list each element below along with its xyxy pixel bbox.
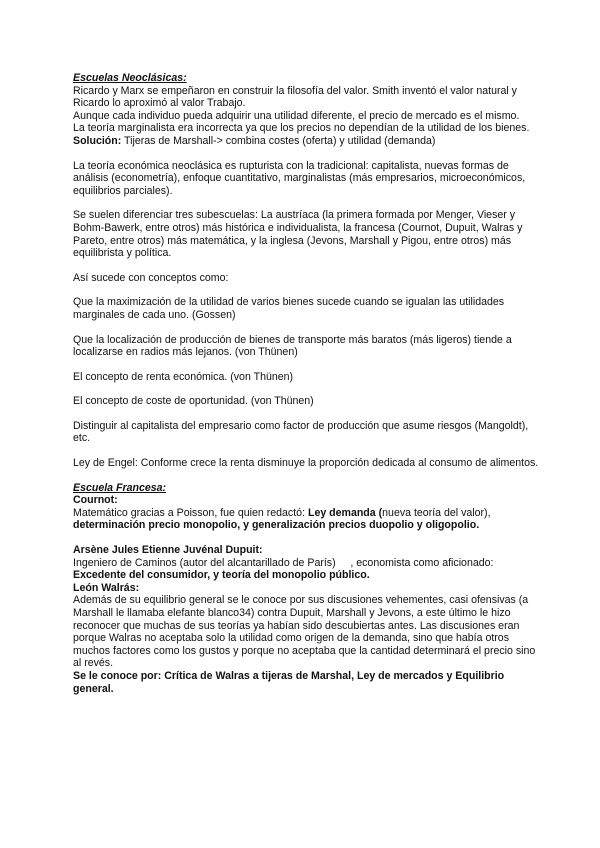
paragraph-text: Tijeras de Marshall-> combina costes (oferta) y utilidad (demanda) bbox=[124, 134, 436, 147]
paragraph-text: , economista como aficionado: bbox=[350, 556, 494, 569]
paragraph: Se suelen diferenciar tres subescuelas: La austríaca (la primera formada por Menger, Vieser y Bohm-Bawerk, entre otros) más histórica e individualista, la francesa (Cournot, Dupuit, Walras y Pareto, entre otros) más matemática, y la inglesa (Jevons, Marshall y Pigou, entre otros) más equilibrista y política. bbox=[73, 209, 523, 260]
paragraph: Aunque cada individuo pueda adquirir una utilidad diferente, el precio de mercado es el mismo. bbox=[73, 109, 520, 122]
paragraph-text: Matemático gracias a Poisson, fue quien redactó: bbox=[73, 506, 306, 519]
paragraph bbox=[73, 122, 540, 147]
paragraph: Así sucede con conceptos como: bbox=[73, 271, 229, 284]
paragraph: La teoría económica neoclásica es rupturista con la tradicional: capitalista, nuevas formas de análisis (econometría), enfoque cuantitativo, marginalistas (más empresarios, microeconómicos, equilibrios parciales). bbox=[73, 159, 526, 197]
bold-contributions: Se le conoce por: Crítica de Walras a tijeras de Marshal, Ley de mercados y Equilibrio general. bbox=[73, 669, 505, 695]
paragraph: Ricardo y Marx se empeñaron en construir la filosofía del valor. Smith inventó el valor natural y Ricardo lo aproximó al valor Trabajo. bbox=[73, 84, 517, 110]
paragraph bbox=[73, 557, 540, 570]
bold-contributions: Excedente del consumidor, y teoría del monopolio público. bbox=[73, 569, 370, 582]
bold-contributions: determinación precio monopolio, y generalización precios duopolio y oligopolio. bbox=[73, 519, 480, 532]
paragraph: Que la localización de producción de bienes de transporte más baratos (más ligeros) tiende a localizarse en radios más lejanos. (von Thünen) bbox=[73, 333, 512, 359]
paragraph-text: Ingeniero de Caminos (autor del alcantarillado de París) bbox=[73, 556, 336, 569]
paragraph-text: La teoría marginalista era incorrecta ya que los precios no dependían de la utilidad de los bienes. bbox=[73, 122, 530, 135]
paragraph: Además de su equilibrio general se le conoce por sus discusiones vehementes, casi ofensivas (a Marshall le llamaba elefante blanco34) contra Dupuit, Marshall y Jevons, a este último le hizo reconocer que muchas de sus teorías ya habían sido descubiertas antes. Las discusiones eran porque Walras no aceptaba solo la utilidad como origen de la demanda, sino que había otros muchos factores como los gustos y porque no aceptaba que la cantidad determinará el precio sino al revés. bbox=[73, 594, 536, 670]
paragraph: Ley de Engel: Conforme crece la renta disminuye la proporción dedicada al consumo de alimentos. bbox=[73, 457, 539, 470]
solution-label: Solución: bbox=[73, 134, 122, 147]
paragraph: Que la maximización de la utilidad de varios bienes sucede cuando se igualan las utilidades marginales de cada uno. (Gossen) bbox=[73, 296, 505, 321]
author-name-cournot: Cournot: bbox=[73, 494, 118, 507]
section-heading-francesa: Escuela Francesa: bbox=[73, 481, 167, 494]
ley-demanda-label: Ley demanda ( bbox=[307, 506, 383, 519]
paragraph bbox=[73, 507, 540, 532]
paragraph: El concepto de renta económica. (von Thünen) bbox=[73, 370, 294, 383]
section-heading-neoclasicas: Escuelas Neoclásicas: bbox=[73, 72, 187, 84]
author-name-walras: León Walrás: bbox=[73, 581, 140, 594]
paragraph: Distinguir al capitalista del empresario como factor de producción que asume riesgos (Mangoldt), etc. bbox=[73, 419, 529, 445]
paragraph-text: nueva teoría del valor), bbox=[382, 506, 491, 519]
author-name-dupuit: Arsène Jules Etienne Juvénal Dupuit: bbox=[73, 544, 263, 557]
paragraph: El concepto de coste de oportunidad. (von Thünen) bbox=[73, 395, 314, 408]
